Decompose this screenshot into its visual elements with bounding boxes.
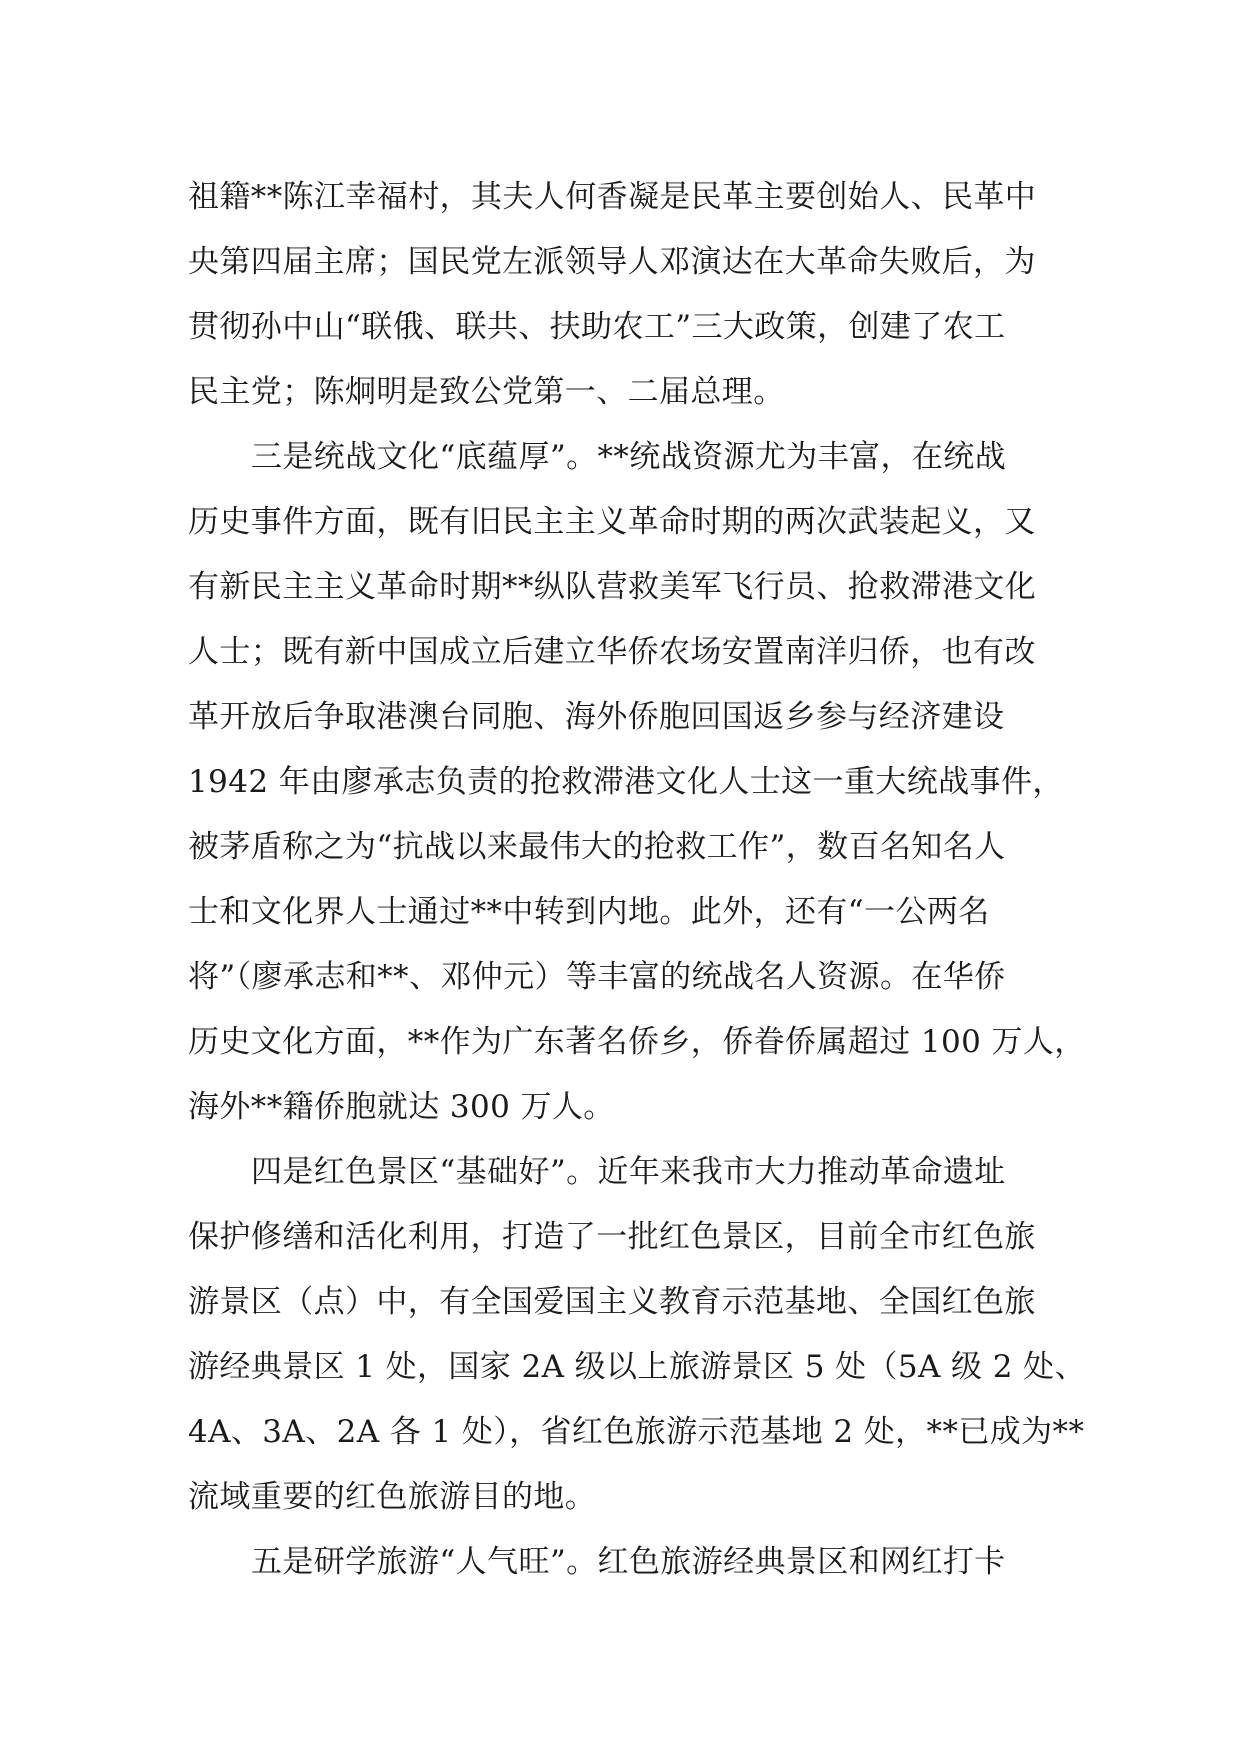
text-line: 历史事件方面，既有旧民主主义革命时期的两次武装起义，又 xyxy=(188,504,1036,540)
text-line: 被茅盾称之为“抗战以来最伟大的抢救工作”，数百名知名人 xyxy=(188,829,1006,865)
text-line: 将”（廖承志和**、邓仲元）等丰富的统战名人资源。在华侨 xyxy=(188,959,1006,995)
text-line: 民主党；陈炯明是致公党第一、二届总理。 xyxy=(188,374,785,410)
text-line: 央第四届主席；国民党左派领导人邓演达在大革命失败后，为 xyxy=(188,244,1036,280)
text-line: 贯彻孙中山“联俄、联共、扶助农工”三大政策，创建了农工 xyxy=(188,309,1006,345)
paragraph-heading-line: 五是研学旅游“人气旺”。红色旅游经典景区和网红打卡 xyxy=(251,1544,1006,1580)
text-line: 士和文化界人士通过**中转到内地。此外，还有“一公两名 xyxy=(188,894,990,930)
text-line: 4A、3A、2A 各 1 处），省红色旅游示范基地 2 处，**已成为** xyxy=(188,1414,1085,1450)
text-line: 海外**籍侨胞就达 300 万人。 xyxy=(188,1089,615,1125)
text-line: 祖籍**陈江幸福村，其夫人何香凝是民革主要创始人、民革中 xyxy=(188,179,1037,215)
text-line: 历史文化方面，**作为广东著名侨乡，侨眷侨属超过 100 万人， xyxy=(188,1024,1086,1060)
paragraph-heading-line: 四是红色景区“基础好”。近年来我市大力推动革命遗址 xyxy=(251,1154,1006,1190)
document-body xyxy=(188,165,1088,1595)
text-line: 1942 年由廖承志负责的抢救滞港文化人士这一重大统战事件， xyxy=(188,764,1064,800)
text-line: 有新民主主义革命时期**纵队营救美军飞行员、抢救滞港文化 xyxy=(188,569,1037,605)
text-line: 流域重要的红色旅游目的地。 xyxy=(188,1479,597,1515)
text-line: 游经典景区 1 处，国家 2A 级以上旅游景区 5 处（5A 级 2 处、 xyxy=(188,1349,1086,1385)
text-line: 人士；既有新中国成立后建立华侨农场安置南洋归侨，也有改 xyxy=(188,634,1036,670)
text-line: 革开放后争取港澳台同胞、海外侨胞回国返乡参与经济建设 xyxy=(188,699,1005,735)
text-line: 游景区（点）中，有全国爱国主义教育示范基地、全国红色旅 xyxy=(188,1284,1036,1320)
paragraph-heading-line: 三是统战文化“底蕴厚”。**统战资源尤为丰富，在统战 xyxy=(251,439,1007,475)
text-line: 保护修缮和活化利用，打造了一批红色景区，目前全市红色旅 xyxy=(188,1219,1036,1255)
